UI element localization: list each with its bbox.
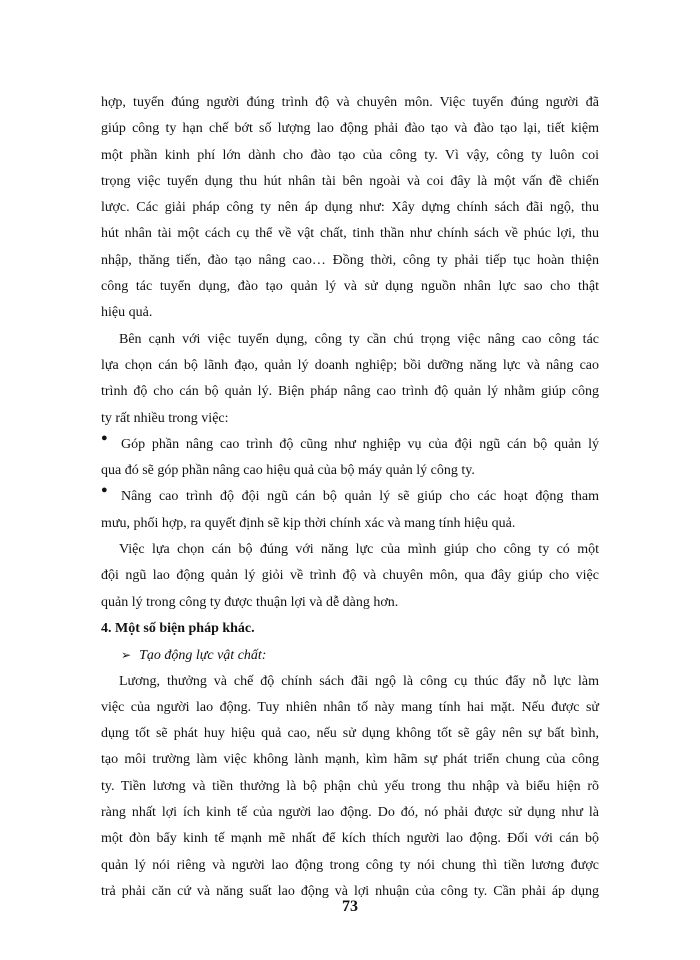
text-line: quản lý trong công ty được thuận lợi và dễ dàng hơn.: [101, 594, 399, 610]
text-line: quản lý nói riêng và người lao động trong công ty nói chung thì tiền lương được: [101, 857, 599, 873]
text-line: ty. Tiền lương và tiền thưởng là bộ phận chủ yếu trong thu nhập và biểu hiện rõ: [101, 778, 599, 794]
text-line: lựa chọn cán bộ lãnh đạo, quản lý doanh nghiệp; bồi dưỡng năng lực và nâng cao: [101, 357, 599, 373]
text-line: mưu, phối hợp, ra quyết định sẽ kịp thời chính xác và mang tính hiệu quả.: [101, 515, 516, 531]
text-line: công tác tuyển dụng, đào tạo quản lý và sử dụng nguồn nhân lực sao cho thật: [101, 279, 599, 295]
paragraph-selection: [101, 537, 599, 616]
paragraph-recruitment: [101, 90, 599, 327]
text-line: Lương, thưởng và chế độ chính sách đãi ngộ là công cụ thúc đẩy nỗ lực làm: [119, 673, 599, 689]
bullet-dot-icon: ●: [101, 484, 108, 497]
arrow-bullet-icon: ➢: [121, 648, 132, 663]
text-line: một phần kinh phí lớn dành cho đào tạo của công ty. Vì vậy, công ty luôn coi: [101, 147, 599, 163]
text-line: dụng tốt sẽ phát huy hiệu quả cao, nếu sử dụng không tốt sẽ gây nên sự bất bình,: [101, 726, 599, 742]
text-line: trả phải căn cứ và năng suất lao động và lợi nhuận của công ty. Cần phải áp dụng: [101, 883, 599, 899]
document-body: [101, 90, 599, 905]
text-line: giúp công ty hạn chế bớt số lượng lao động phải đào tạo và đào tạo lại, tiết kiệm: [101, 121, 599, 137]
text-line: đội ngũ lao động quản lý giỏi về trình độ và chuyên môn, qua đây giúp cho việc: [101, 568, 599, 584]
text-line: qua đó sẽ góp phần nâng cao hiệu quả của bộ máy quản lý công ty.: [101, 463, 475, 479]
list-item: [101, 432, 599, 485]
text-line: trình độ cho cán bộ quản lý. Biện pháp nâng cao trình độ quản lý nhằm giúp công: [101, 384, 599, 400]
paragraph-management: [101, 327, 599, 432]
text-line: hút nhân tài một cách cụ thể về vật chất, tinh thần như chính sách về phúc lợi, thu: [101, 226, 599, 242]
text-line: ràng nhất lợi ích kinh tế của người lao động. Do đó, nó phải được sử dụng như là: [101, 805, 599, 821]
bullet-list: [101, 432, 599, 537]
text-line: hiệu quả.: [101, 305, 153, 321]
bullet-dot-icon: ●: [101, 431, 108, 444]
text-line: Việc lựa chọn cán bộ đúng với năng lực của mình giúp cho công ty có một: [119, 542, 599, 558]
text-line: Bên cạnh với việc tuyển dụng, công ty cần chú trọng việc nâng cao công tác: [119, 331, 599, 347]
text-line: nhập, thăng tiến, đào tạo nâng cao… Đồng thời, công ty phải tiếp tục hoàn thiện: [101, 252, 599, 268]
text-line: Nâng cao trình độ đội ngũ cán bộ quản lý sẽ giúp cho các hoạt động tham: [121, 489, 599, 505]
text-line: trọng việc tuyển dụng thu hút nhân tài bên ngoài và coi đây là một vấn đề chiến: [101, 173, 599, 189]
list-item: [101, 484, 599, 537]
text-line: lược. Các giải pháp công ty nên áp dụng như: Xây dựng chính sách đãi ngộ, thu: [101, 200, 599, 216]
text-line: ty rất nhiều trong việc:: [101, 410, 229, 426]
paragraph-salary: [101, 669, 599, 906]
text-line: việc của người lao động. Tuy nhiên nhân tố này mang tính hai mặt. Nếu được sử: [101, 699, 599, 715]
page-number: 73: [342, 898, 358, 915]
text-line: hợp, tuyển đúng người đúng trình độ và chuyên môn. Việc tuyển đúng người đã: [101, 95, 599, 110]
subheading: [101, 642, 599, 668]
section-heading: 4. Một số biện pháp khác.: [101, 620, 255, 636]
text-line: một đòn bẩy kinh tế mạnh mẽ nhất để kích thích người lao động. Đối với cán bộ: [101, 831, 599, 847]
subheading-text: Tạo động lực vật chất:: [139, 648, 267, 664]
text-line: Góp phần nâng cao trình độ cũng như nghiệp vụ của đội ngũ cán bộ quản lý: [121, 436, 599, 452]
text-line: tạo môi trường làm việc không lành mạnh, kìm hãm sự phát triển chung của công: [101, 752, 599, 768]
